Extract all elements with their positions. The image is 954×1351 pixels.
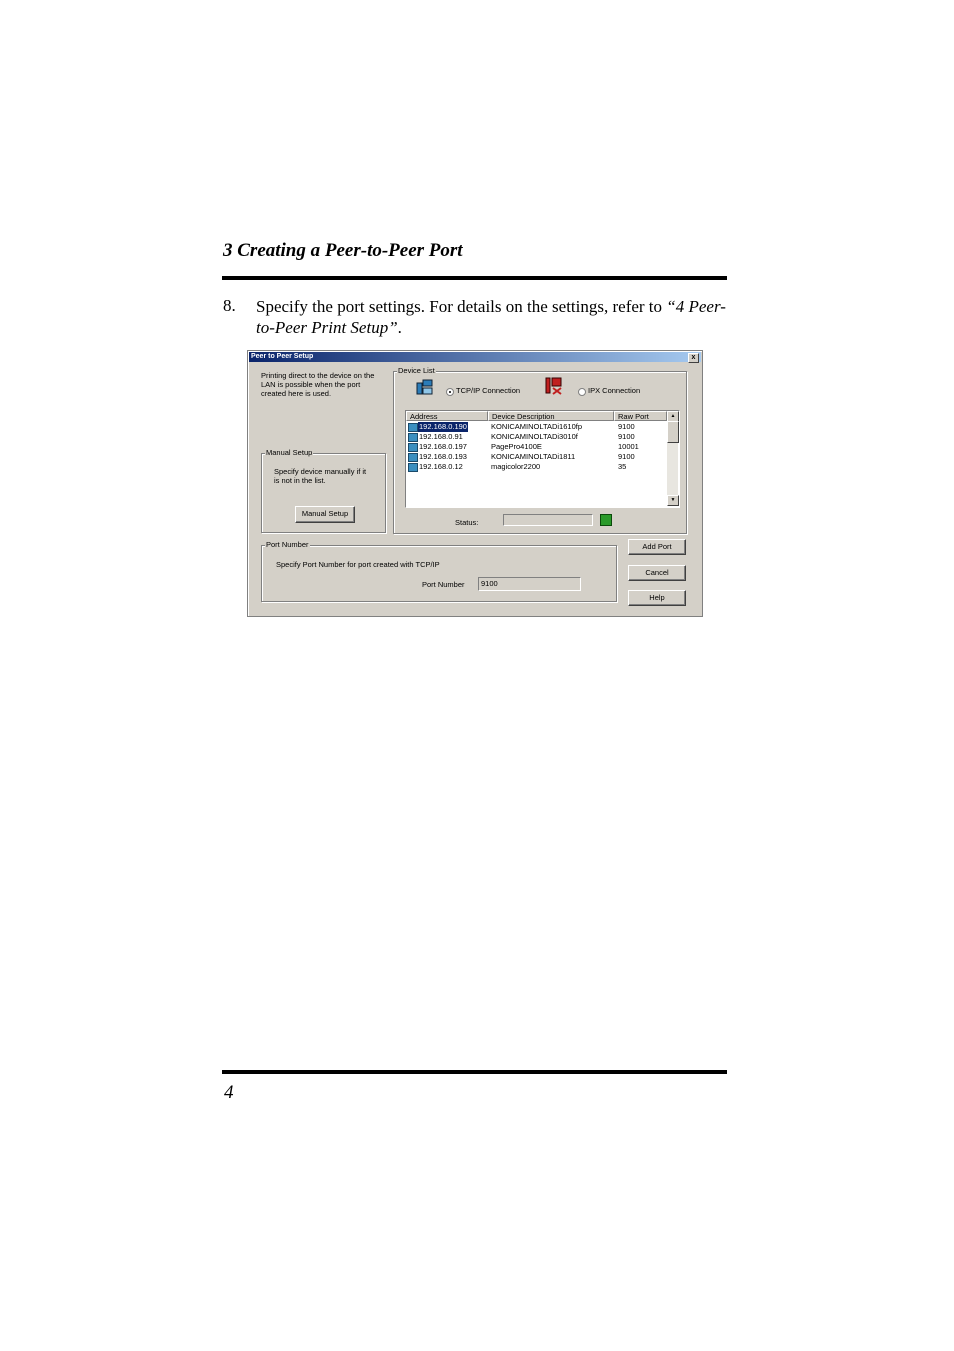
ipx-icon [545, 377, 563, 395]
list-scrollbar[interactable] [667, 411, 678, 506]
description-cell: PagePro4100E [491, 442, 542, 451]
device-list-table[interactable] [405, 410, 680, 508]
port-cell: 9100 [618, 452, 635, 461]
printer-icon [408, 463, 418, 472]
printer-icon [408, 423, 418, 432]
description-cell: KONICAMINOLTADi3010f [491, 432, 578, 441]
port-number-label: Port Number [422, 580, 465, 589]
intro-line: created here is used. [261, 389, 332, 398]
printer-icon [408, 453, 418, 462]
step-text [256, 296, 726, 338]
intro-line: LAN is possible when the port [261, 380, 361, 389]
scroll-down-icon[interactable]: ▼ [667, 495, 679, 506]
port-cell: 9100 [618, 432, 635, 441]
help-button[interactable]: Help [628, 590, 686, 606]
tcpip-icon [416, 379, 434, 395]
step-text-end: . [397, 318, 402, 337]
step-reference: “4 Peer-to-Peer Print Setup” [256, 297, 726, 337]
printer-icon [408, 433, 418, 442]
step-number: 8. [223, 296, 236, 315]
status-progress-bar [503, 514, 593, 526]
port-cell: 35 [618, 462, 627, 471]
top-rule [222, 276, 727, 280]
cancel-button[interactable]: Cancel [628, 565, 686, 581]
port-number-instructions: Specify Port Number for port created with TCP/IP [276, 560, 440, 569]
description-cell: KONICAMINOLTADi1811 [491, 452, 576, 461]
manual-setup-legend: Manual Setup [266, 448, 313, 457]
manual-setup-line: is not in the list. [274, 476, 326, 485]
address-cell: 192.168.0.190 [419, 422, 467, 431]
port-number-input[interactable]: 9100 [478, 577, 581, 591]
table-row[interactable] [407, 432, 667, 442]
manual-setup-line: Specify device manually if it [274, 467, 367, 476]
table-row[interactable] [407, 442, 667, 452]
tcpip-radio[interactable] [446, 388, 454, 396]
table-row[interactable] [407, 452, 667, 462]
ipx-label: IPX Connection [588, 386, 641, 395]
printer-icon [408, 443, 418, 452]
table-row[interactable] [407, 422, 667, 432]
port-number-legend: Port Number [266, 540, 309, 549]
section-title: 3 Creating a Peer-to-Peer Port [223, 240, 463, 261]
intro-text [261, 371, 374, 398]
manual-setup-button[interactable]: Manual Setup [295, 506, 355, 523]
add-port-button[interactable]: Add Port [628, 539, 686, 555]
column-header-raw-port[interactable]: Raw Port [614, 411, 667, 421]
close-icon: x [691, 354, 696, 361]
table-row[interactable] [407, 462, 667, 472]
scroll-thumb[interactable] [667, 421, 679, 443]
tcpip-label: TCP/IP Connection [456, 386, 521, 395]
port-cell: 10001 [618, 442, 639, 451]
address-cell: 192.168.0.91 [419, 432, 463, 441]
description-cell: magicolor2200 [491, 462, 541, 471]
port-number-group [261, 545, 617, 602]
status-label: Status: [455, 518, 479, 527]
device-list-legend: Device List [398, 366, 435, 375]
intro-line: Printing direct to the device on the [261, 371, 375, 380]
ipx-radio[interactable] [578, 388, 586, 396]
page-number: 4 [224, 1082, 234, 1103]
address-cell: 192.168.0.12 [419, 462, 463, 471]
column-header-address[interactable]: Address [406, 411, 488, 421]
address-cell: 192.168.0.193 [419, 452, 467, 461]
description-cell: KONICAMINOLTADi1610fp [491, 422, 582, 431]
column-header-description[interactable]: Device Description [488, 411, 614, 421]
close-button[interactable] [688, 353, 699, 363]
peer-to-peer-setup-dialog [247, 350, 703, 617]
refresh-icon[interactable] [600, 514, 612, 526]
manual-setup-text [274, 467, 366, 485]
port-cell: 9100 [618, 422, 635, 431]
dialog-titlebar [249, 352, 701, 362]
dialog-title: Peer to Peer Setup [251, 353, 314, 360]
address-cell: 192.168.0.197 [419, 442, 467, 451]
step-text-body: Specify the port settings. For details on the settings, refer to [256, 297, 667, 316]
bottom-rule [222, 1070, 727, 1074]
scroll-up-icon[interactable]: ▲ [667, 411, 679, 422]
